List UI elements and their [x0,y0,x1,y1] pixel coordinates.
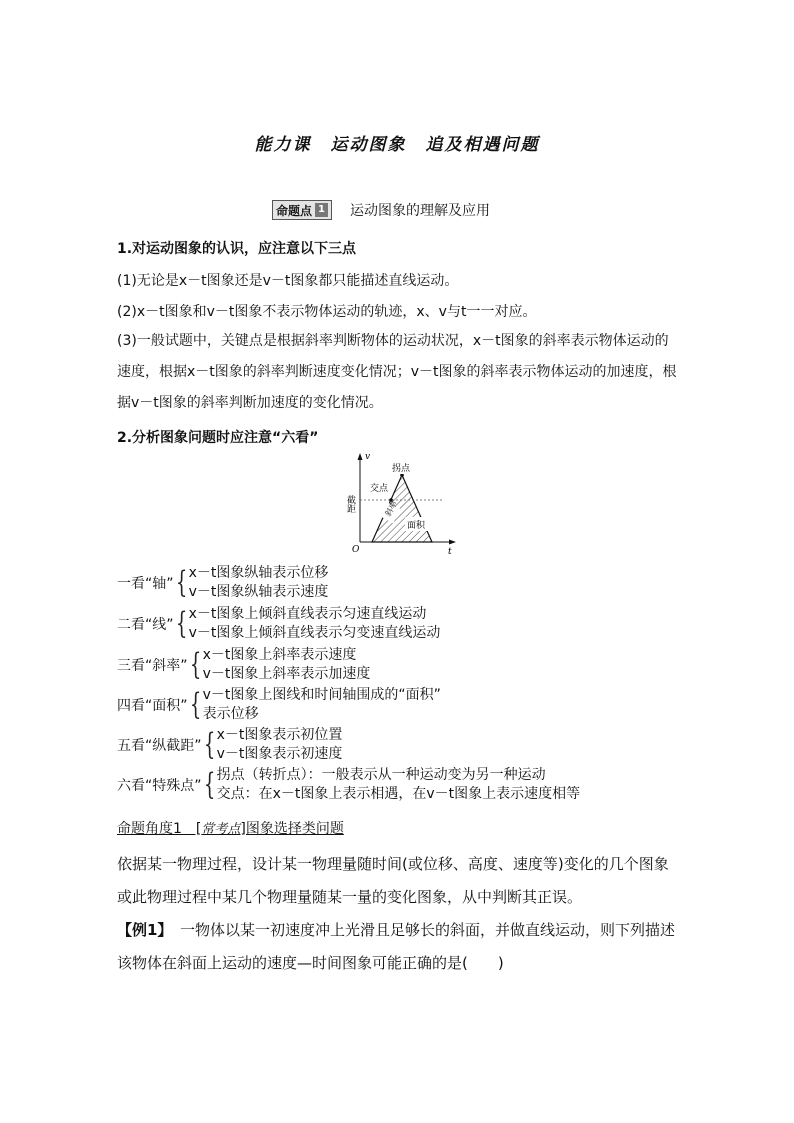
angle-suffix: ]图象选择类问题 [240,821,344,837]
look-intercept-label: 五看“纵截距” [117,738,202,754]
look-special-points-item: 拐点（转折点）：一般表示从一种运动变为另一种运动 [216,767,546,783]
vt-diagram [345,450,460,559]
look-intercept-item: v－t图象表示初速度 [216,746,343,762]
area-label: 面积 [407,521,426,531]
slope-label: 斜率 [383,499,400,518]
look-special-points-item: 交点：在x－t图象上表示相遇，在v－t图象上表示速度相等 [216,786,581,802]
look-area-label: 四看“面积” [117,698,188,714]
look-axis-label: 一看“轴” [117,576,174,592]
heading-2: 2.分析图象问题时应注意“六看” [117,430,319,446]
look-line [117,605,440,643]
brace-symbol: { [175,606,187,641]
look-line-item: v－t图象上倾斜直线表示匀变速直线运动 [188,625,441,641]
v-axis-arrow [358,453,363,460]
turning-point-label: 拐点 [392,464,411,474]
angle-description: 依据某一物理过程，设计某一物理量随时间(或位移、高度、速度等)变化的几个图象或此物理过程中某几个物理量随某一量的变化图象，从中判断其正误。 [117,855,669,906]
look-slope-item: x－t图象上斜率表示速度 [202,647,357,663]
brace-symbol: { [203,727,215,762]
example-text: 一物体以某一初速度冲上光滑且足够长的斜面，并做直线运动，则下列描述该物体在斜面上运动的速度—时间图象可能正确的是( ) [117,921,675,972]
look-line-item: x－t图象上倾斜直线表示匀速直线运动 [188,606,427,622]
brace-symbol: { [175,565,187,600]
badge-number: 1 [315,203,328,217]
example-label: 【例1】 [117,921,165,939]
point-3: (3)一般试题中，关键点是根据斜率判断物体的运动状况，x－t图象的斜率表示物体运动的速度，根据x－t图象的斜率判断速度变化情况；v－t图象的斜率表示物体运动的加速度，根据v－t图象的斜率判断加速度的变化情况。 [117,333,677,411]
look-intercept-item: x－t图象表示初位置 [216,727,343,743]
intercept-label: 截距 [345,495,355,513]
look-axis-item: v－t图象纵轴表示速度 [188,584,329,600]
heading-1: 1.对运动图象的认识，应注意以下三点 [117,241,357,257]
look-axis [117,564,328,602]
origin-label: O [352,545,360,555]
example-1 [117,914,677,980]
look-special-points-label: 六看“特殊点” [117,778,202,794]
v-axis-label: v [365,452,371,462]
look-slope-label: 三看“斜率” [117,658,188,674]
question-angle [117,818,344,838]
look-area-item: 表示位移 [202,706,259,722]
look-slope [117,646,370,684]
look-area-item: v－t图象上图线和时间轴围成的“面积” [202,687,441,703]
look-line-label: 二看“线” [117,617,174,633]
look-slope-item: v－t图象上斜率表示加速度 [202,666,371,682]
brace-symbol: { [203,767,215,802]
page-title: 能力课 运动图象 追及相遇问题 [254,135,540,155]
brace-symbol: { [189,647,201,682]
section-title: 运动图象的理解及应用 [349,203,490,219]
point-1: (1)无论是x－t图象还是v－t图象都只能描述直线运动。 [117,273,459,289]
vt-diagram-svg [345,450,460,555]
look-area [117,686,441,724]
point-2: (2)x－t图象和v－t图象不表示物体运动的轨迹，x、v与t一一对应。 [117,304,537,320]
look-special-points [117,766,580,804]
section-badge [272,200,332,220]
t-axis-arrow [449,540,456,545]
angle-tag: 常考点 [201,822,241,837]
brace-symbol: { [189,687,201,722]
look-intercept [117,726,342,764]
intersection-label: 交点 [370,484,389,494]
section-header [272,200,490,220]
badge-label: 命题点 [276,203,313,218]
t-axis-label: t [448,547,452,555]
angle-prefix: 命题角度1 [ [117,821,202,837]
look-axis-item: x－t图象纵轴表示位移 [188,565,329,581]
